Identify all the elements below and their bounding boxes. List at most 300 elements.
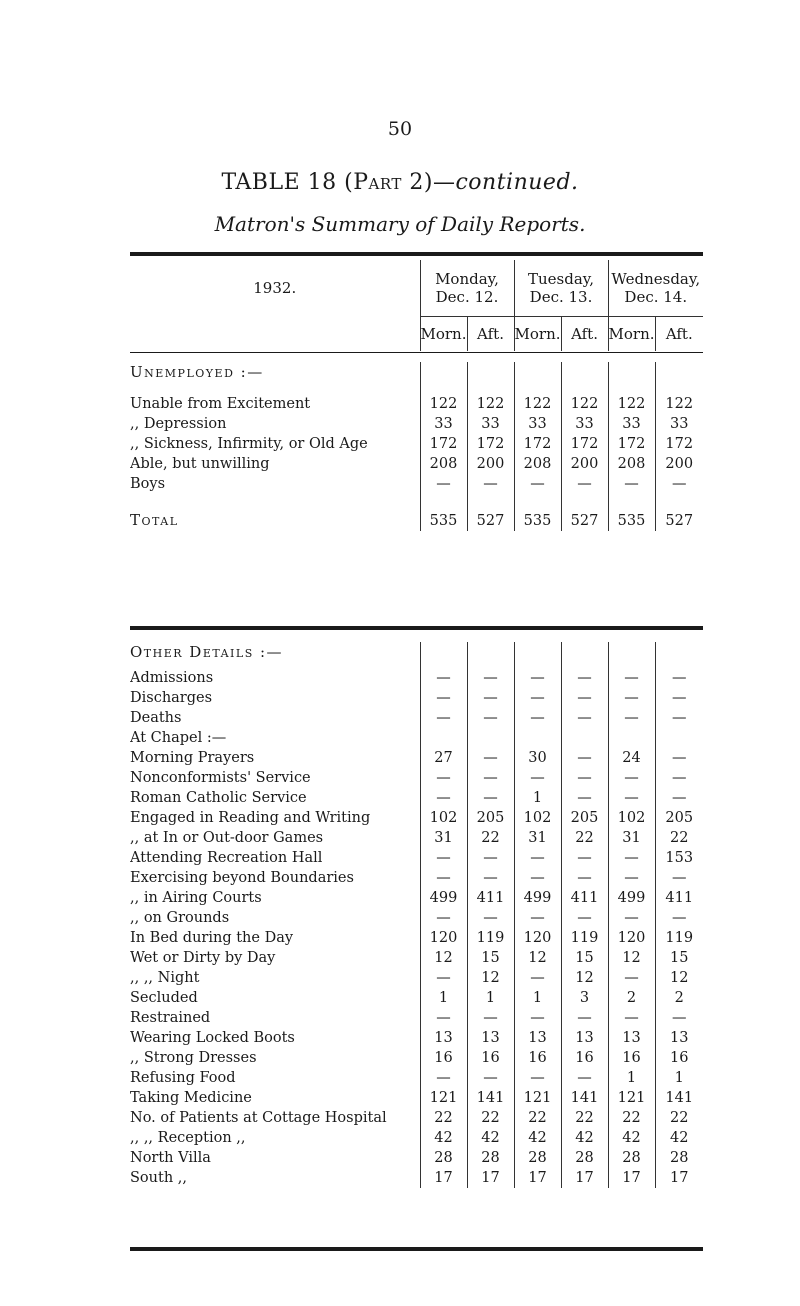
value-cell: 28 <box>467 1148 514 1168</box>
spacer-cell <box>608 494 655 510</box>
table-row <box>130 1068 703 1088</box>
value-cell: 411 <box>467 888 514 908</box>
value-cell: — <box>467 668 514 688</box>
value-cell: 102 <box>514 808 561 828</box>
day-header-tuesday <box>514 260 608 317</box>
value-cell: 24 <box>608 748 655 768</box>
spacer-cell <box>514 494 561 510</box>
row-label <box>130 510 420 531</box>
section-title-row <box>130 362 703 382</box>
table-row <box>130 928 703 948</box>
value-cell: — <box>655 768 703 788</box>
row-label-text: Boys <box>130 476 166 492</box>
value-cell: 200 <box>655 454 703 474</box>
value-cell: — <box>420 768 467 788</box>
value-cell: 119 <box>561 928 608 948</box>
value-cell: 13 <box>514 1028 561 1048</box>
value-cell: — <box>467 788 514 808</box>
row-label-text: Exercising beyond Boundaries <box>130 870 354 886</box>
row-label-text: Discharges <box>130 690 213 706</box>
empty-cell <box>420 362 467 382</box>
table-row <box>130 988 703 1008</box>
value-cell: 102 <box>420 808 467 828</box>
value-cell: 17 <box>608 1168 655 1188</box>
row-label <box>130 1088 420 1108</box>
value-cell: 16 <box>608 1048 655 1068</box>
section-rule <box>130 626 703 630</box>
value-cell: — <box>655 1008 703 1028</box>
value-cell: — <box>420 868 467 888</box>
value-cell: — <box>420 788 467 808</box>
value-cell: — <box>608 1008 655 1028</box>
table-row <box>130 1168 703 1188</box>
spacer-row <box>130 382 703 394</box>
value-cell: — <box>514 1008 561 1028</box>
value-cell: — <box>608 708 655 728</box>
value-cell: — <box>514 868 561 888</box>
value-cell: 499 <box>608 888 655 908</box>
row-label-text: Nonconformists' Service <box>130 770 311 786</box>
value-cell: 17 <box>467 1168 514 1188</box>
day-name: Monday, <box>435 270 499 288</box>
table-row <box>130 708 703 728</box>
value-cell: 121 <box>608 1088 655 1108</box>
row-label-text: In Bed during the Day <box>130 930 294 946</box>
value-cell: 22 <box>467 828 514 848</box>
spacer-cell <box>420 494 467 510</box>
sub-header-morn: Morn. <box>514 317 561 352</box>
value-cell <box>655 728 703 748</box>
table-row <box>130 908 703 928</box>
row-label-text: Deaths <box>130 710 182 726</box>
table-row <box>130 1108 703 1128</box>
table-row <box>130 394 703 414</box>
value-cell: 208 <box>514 454 561 474</box>
value-cell: 208 <box>420 454 467 474</box>
value-cell: 172 <box>561 434 608 454</box>
spacer-cell <box>130 382 420 394</box>
table-row <box>130 1028 703 1048</box>
row-label-text: Morning Prayers <box>130 750 255 766</box>
row-label <box>130 1148 420 1168</box>
row-label <box>130 688 420 708</box>
value-cell: — <box>608 474 655 494</box>
row-label <box>130 394 420 414</box>
row-label <box>130 1048 420 1068</box>
value-cell: 17 <box>514 1168 561 1188</box>
value-cell: 122 <box>561 394 608 414</box>
row-label-text: Restrained <box>130 1010 211 1026</box>
value-cell: 12 <box>420 948 467 968</box>
row-label <box>130 434 420 454</box>
value-cell: 22 <box>467 1108 514 1128</box>
row-label <box>130 1068 420 1088</box>
value-cell: 13 <box>561 1028 608 1048</box>
value-cell <box>514 728 561 748</box>
table-row <box>130 668 703 688</box>
value-cell: 17 <box>561 1168 608 1188</box>
sub-header-aft: Aft. <box>467 317 514 352</box>
row-label <box>130 728 420 748</box>
table-row <box>130 1048 703 1068</box>
spacer-cell <box>467 382 514 394</box>
value-cell: 499 <box>420 888 467 908</box>
table-row <box>130 474 703 494</box>
row-label <box>130 668 420 688</box>
spacer-cell <box>561 382 608 394</box>
table-number: TABLE 18 <box>221 170 337 195</box>
value-cell: 205 <box>655 808 703 828</box>
table-row <box>130 414 703 434</box>
value-cell: — <box>467 768 514 788</box>
value-cell: — <box>467 748 514 768</box>
value-cell: 120 <box>514 928 561 948</box>
value-cell: 1 <box>514 988 561 1008</box>
value-cell: — <box>561 788 608 808</box>
row-label-text: ,, ,, Reception ,, <box>130 1130 246 1146</box>
value-cell: 31 <box>608 828 655 848</box>
value-cell: 42 <box>420 1128 467 1148</box>
value-cell: 30 <box>514 748 561 768</box>
value-cell: 28 <box>655 1148 703 1168</box>
row-label <box>130 768 420 788</box>
value-cell: 33 <box>655 414 703 434</box>
value-cell: — <box>561 868 608 888</box>
value-cell: — <box>514 968 561 988</box>
table-row <box>130 868 703 888</box>
value-cell: 15 <box>467 948 514 968</box>
value-cell: — <box>467 868 514 888</box>
value-cell: — <box>608 668 655 688</box>
row-label-text: Roman Catholic Service <box>130 790 307 806</box>
value-cell: 535 <box>420 510 467 531</box>
value-cell: 42 <box>561 1128 608 1148</box>
row-label-text: North Villa <box>130 1150 211 1166</box>
row-label <box>130 788 420 808</box>
row-label <box>130 988 420 1008</box>
value-cell: 200 <box>561 454 608 474</box>
value-cell: 121 <box>420 1088 467 1108</box>
value-cell: 172 <box>608 434 655 454</box>
value-cell: 2 <box>655 988 703 1008</box>
day-header-monday <box>420 260 514 317</box>
value-cell: 31 <box>420 828 467 848</box>
value-cell: 16 <box>420 1048 467 1068</box>
value-cell: 22 <box>608 1108 655 1128</box>
value-cell: — <box>420 1068 467 1088</box>
value-cell <box>608 728 655 748</box>
value-cell: 22 <box>420 1108 467 1128</box>
table-row <box>130 1128 703 1148</box>
value-cell: 172 <box>514 434 561 454</box>
row-label-text: Total <box>130 511 179 529</box>
row-label-text: Wearing Locked Boots <box>130 1030 295 1046</box>
row-label <box>130 454 420 474</box>
value-cell: — <box>608 768 655 788</box>
value-cell: — <box>655 708 703 728</box>
value-cell: 22 <box>514 1108 561 1128</box>
value-cell: 13 <box>420 1028 467 1048</box>
empty-cell <box>514 362 561 382</box>
spacer-cell <box>655 494 703 510</box>
value-cell: — <box>608 788 655 808</box>
bottom-rule <box>130 1247 703 1251</box>
value-cell: — <box>655 908 703 928</box>
value-cell: — <box>514 474 561 494</box>
empty-cell <box>655 642 703 662</box>
value-cell: 102 <box>608 808 655 828</box>
value-cell: — <box>655 748 703 768</box>
value-cell: — <box>514 688 561 708</box>
value-cell: 22 <box>561 828 608 848</box>
value-cell: — <box>608 908 655 928</box>
value-cell: 1 <box>420 988 467 1008</box>
value-cell: — <box>561 474 608 494</box>
year-blank <box>130 317 420 352</box>
table-row <box>130 688 703 708</box>
value-cell: 141 <box>561 1088 608 1108</box>
value-cell: 15 <box>655 948 703 968</box>
row-label <box>130 1008 420 1028</box>
value-cell: — <box>561 768 608 788</box>
value-cell: 12 <box>561 968 608 988</box>
row-label-text: Taking Medicine <box>130 1090 252 1106</box>
value-cell: — <box>561 848 608 868</box>
row-label-text: ,, Depression <box>130 416 227 432</box>
value-cell: — <box>514 708 561 728</box>
row-label <box>130 848 420 868</box>
row-label <box>130 868 420 888</box>
value-cell: 33 <box>608 414 655 434</box>
value-cell: 42 <box>514 1128 561 1148</box>
table-part: Part 2 <box>353 170 424 195</box>
row-label-text: At Chapel :— <box>130 730 227 746</box>
spacer-cell <box>420 382 467 394</box>
total-row <box>130 510 703 531</box>
value-cell: — <box>420 474 467 494</box>
spacer-cell <box>608 382 655 394</box>
value-cell: — <box>561 708 608 728</box>
value-cell: 119 <box>655 928 703 948</box>
table-row <box>130 768 703 788</box>
header-rule <box>130 352 703 353</box>
value-cell: 411 <box>561 888 608 908</box>
day-date: Dec. 14. <box>624 288 688 306</box>
value-cell: 16 <box>561 1048 608 1068</box>
sub-header-morn: Morn. <box>420 317 467 352</box>
day-name: Tuesday, <box>528 270 595 288</box>
row-label <box>130 948 420 968</box>
value-cell: 27 <box>420 748 467 768</box>
row-label <box>130 1028 420 1048</box>
empty-cell <box>655 362 703 382</box>
value-cell: 33 <box>420 414 467 434</box>
year-label: 1932. <box>253 279 297 298</box>
table-row <box>130 848 703 868</box>
row-label <box>130 928 420 948</box>
spacer-cell <box>561 494 608 510</box>
empty-cell <box>467 362 514 382</box>
value-cell: 16 <box>467 1048 514 1068</box>
value-cell: — <box>655 788 703 808</box>
value-cell: 141 <box>467 1088 514 1108</box>
value-cell: — <box>420 848 467 868</box>
value-cell: 527 <box>467 510 514 531</box>
value-cell: — <box>655 668 703 688</box>
table-row <box>130 788 703 808</box>
value-cell: 1 <box>655 1068 703 1088</box>
value-cell: 16 <box>655 1048 703 1068</box>
value-cell: — <box>467 474 514 494</box>
value-cell: — <box>608 868 655 888</box>
value-cell: 172 <box>467 434 514 454</box>
row-label <box>130 414 420 434</box>
day-date: Dec. 12. <box>435 288 499 306</box>
row-label-text: No. of Patients at Cottage Hospital <box>130 1110 387 1126</box>
row-label <box>130 708 420 728</box>
value-cell: 2 <box>608 988 655 1008</box>
row-label <box>130 1168 420 1188</box>
row-label-text: South ,, <box>130 1170 187 1186</box>
section-title: Other Details :— <box>130 643 284 661</box>
value-cell: 1 <box>514 788 561 808</box>
row-label-text: ,, in Airing Courts <box>130 890 262 906</box>
other-details-table <box>130 642 703 1188</box>
value-cell: — <box>420 668 467 688</box>
value-cell: 122 <box>514 394 561 414</box>
value-cell: 205 <box>561 808 608 828</box>
row-label-text: ,, ,, Night <box>130 970 200 986</box>
table-row <box>130 888 703 908</box>
value-cell: — <box>467 1068 514 1088</box>
sub-header-aft: Aft. <box>561 317 608 352</box>
value-cell: — <box>467 908 514 928</box>
value-cell: — <box>514 908 561 928</box>
empty-cell <box>561 362 608 382</box>
value-cell: 122 <box>467 394 514 414</box>
value-cell: — <box>561 1008 608 1028</box>
sub-header-aft: Aft. <box>655 317 703 352</box>
value-cell: 22 <box>561 1108 608 1128</box>
value-cell: — <box>420 688 467 708</box>
value-cell: — <box>420 908 467 928</box>
value-cell: 28 <box>420 1148 467 1168</box>
section-title: Unemployed :— <box>130 363 264 381</box>
day-date: Dec. 13. <box>529 288 593 306</box>
continued-note: continued. <box>455 170 579 195</box>
table-row <box>130 1088 703 1108</box>
value-cell: — <box>514 668 561 688</box>
value-cell: 119 <box>467 928 514 948</box>
value-cell: — <box>420 968 467 988</box>
value-cell: 28 <box>561 1148 608 1168</box>
value-cell: 172 <box>655 434 703 454</box>
empty-cell <box>608 362 655 382</box>
value-cell: 15 <box>561 948 608 968</box>
value-cell: — <box>420 708 467 728</box>
value-cell: 535 <box>608 510 655 531</box>
empty-cell <box>467 642 514 662</box>
table-row <box>130 454 703 474</box>
value-cell: 28 <box>514 1148 561 1168</box>
value-cell: 12 <box>655 968 703 988</box>
value-cell: 535 <box>514 510 561 531</box>
page-number: 50 <box>387 118 413 140</box>
row-label-text: ,, at In or Out-door Games <box>130 830 324 846</box>
value-cell: — <box>561 688 608 708</box>
value-cell: 33 <box>467 414 514 434</box>
table-row <box>130 434 703 454</box>
value-cell: — <box>514 768 561 788</box>
value-cell: 16 <box>514 1048 561 1068</box>
value-cell: 12 <box>514 948 561 968</box>
value-cell <box>561 728 608 748</box>
value-cell: 121 <box>514 1088 561 1108</box>
value-cell: — <box>467 708 514 728</box>
value-cell: 499 <box>514 888 561 908</box>
spacer-cell <box>655 382 703 394</box>
value-cell: — <box>561 908 608 928</box>
value-cell: 31 <box>514 828 561 848</box>
value-cell: — <box>561 1068 608 1088</box>
value-cell: 33 <box>514 414 561 434</box>
row-label <box>130 474 420 494</box>
table-row <box>130 808 703 828</box>
row-label <box>130 968 420 988</box>
value-cell: 122 <box>655 394 703 414</box>
row-label <box>130 888 420 908</box>
value-cell <box>420 728 467 748</box>
spacer-cell <box>514 382 561 394</box>
value-cell <box>467 728 514 748</box>
value-cell: 200 <box>467 454 514 474</box>
value-cell: 1 <box>608 1068 655 1088</box>
table-row <box>130 728 703 748</box>
row-label-text: Wet or Dirty by Day <box>130 950 276 966</box>
empty-cell <box>608 642 655 662</box>
value-cell: 28 <box>608 1148 655 1168</box>
table-row <box>130 948 703 968</box>
row-label-text: ,, on Grounds <box>130 910 230 926</box>
spacer-cell <box>467 494 514 510</box>
value-cell: 141 <box>655 1088 703 1108</box>
empty-cell <box>514 642 561 662</box>
value-cell: 33 <box>561 414 608 434</box>
value-cell: 411 <box>655 888 703 908</box>
value-cell: 122 <box>420 394 467 414</box>
row-label <box>130 748 420 768</box>
value-cell: — <box>608 968 655 988</box>
value-cell: — <box>467 848 514 868</box>
value-cell: 17 <box>420 1168 467 1188</box>
row-label-text: Refusing Food <box>130 1070 236 1086</box>
row-label <box>130 808 420 828</box>
value-cell: 3 <box>561 988 608 1008</box>
spacer-row <box>130 494 703 510</box>
value-cell: 12 <box>608 948 655 968</box>
value-cell: — <box>467 688 514 708</box>
row-label <box>130 1108 420 1128</box>
value-cell: — <box>655 688 703 708</box>
table-row <box>130 968 703 988</box>
value-cell: — <box>655 474 703 494</box>
value-cell: 22 <box>655 828 703 848</box>
spacer-cell <box>130 494 420 510</box>
table-heading: TABLE 18 (Part 2)—continued. <box>221 170 579 195</box>
sub-header-morn: Morn. <box>608 317 655 352</box>
value-cell: 42 <box>467 1128 514 1148</box>
value-cell: 13 <box>608 1028 655 1048</box>
